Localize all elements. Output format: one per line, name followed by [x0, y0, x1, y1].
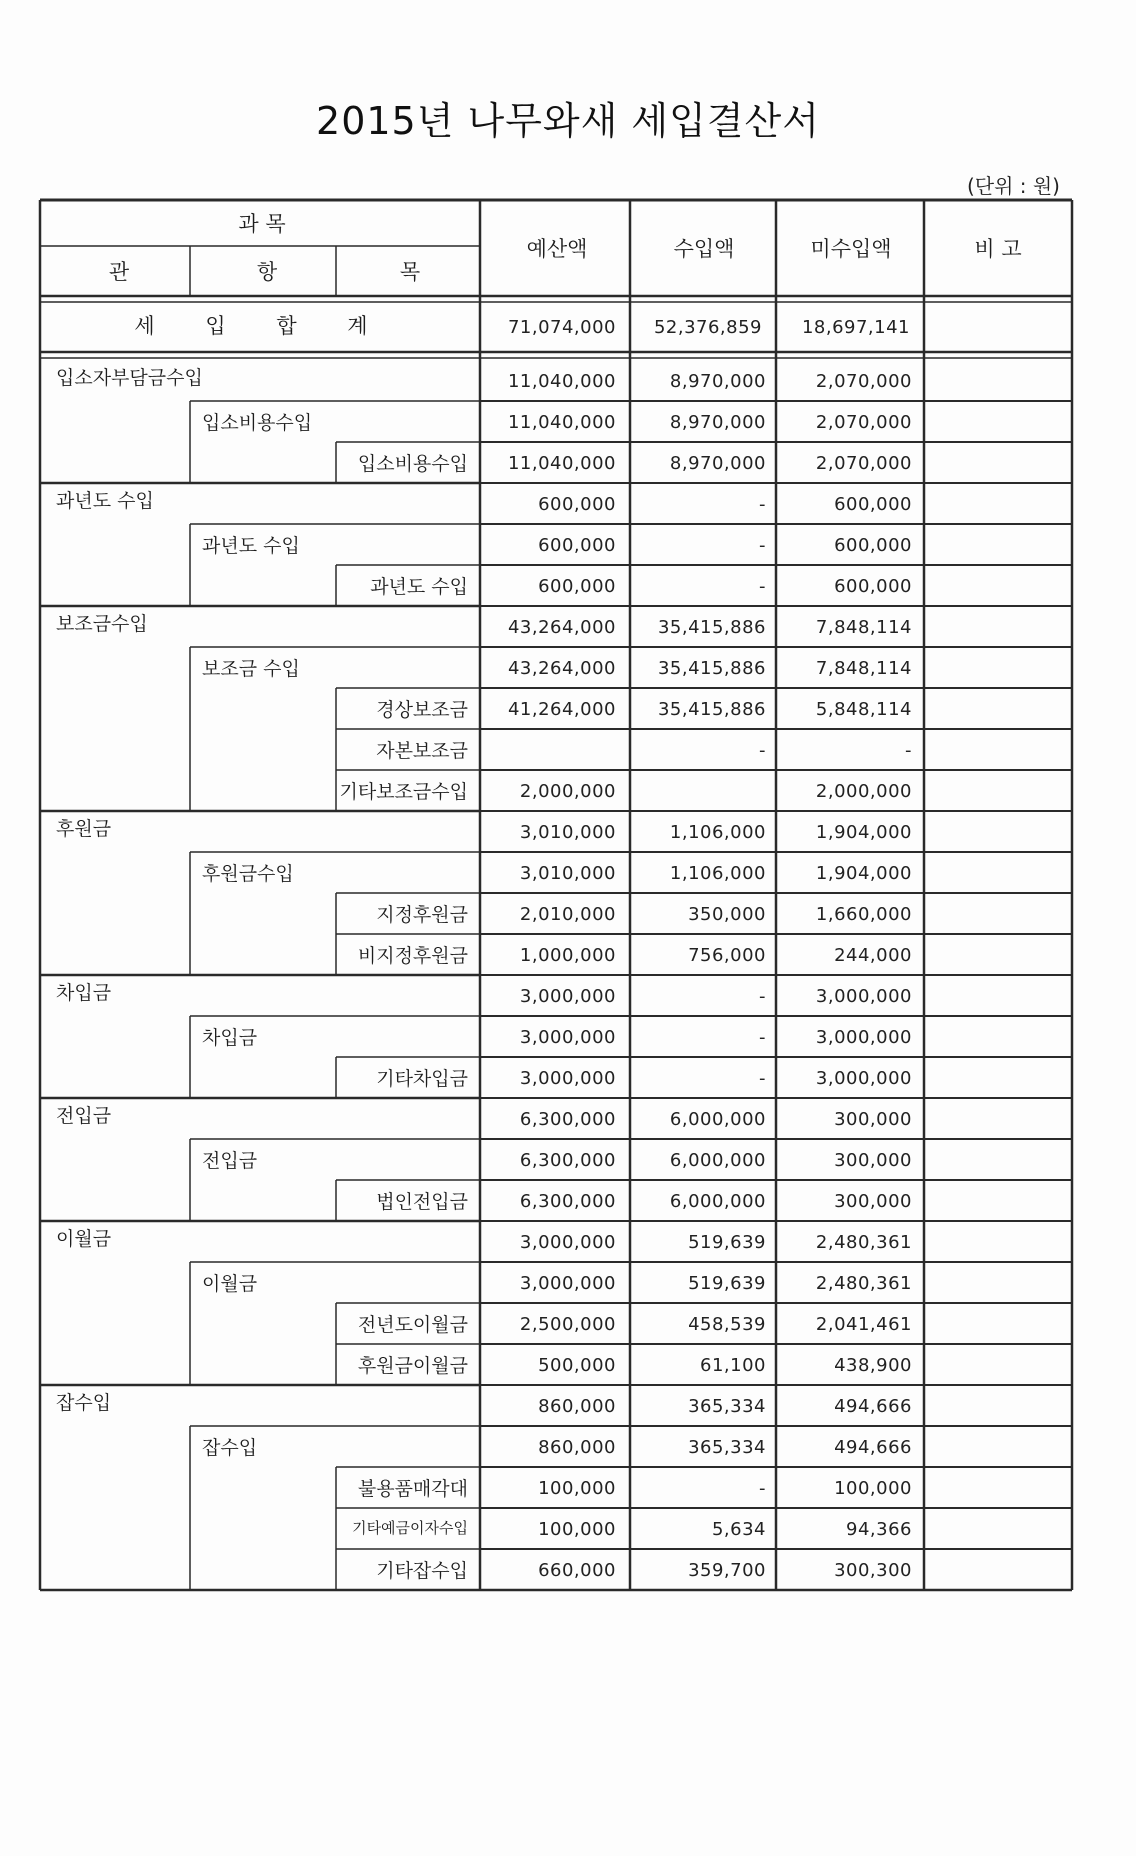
income-value: 61,100	[700, 1355, 766, 1376]
budget-value: 500,000	[538, 1355, 616, 1376]
budget-value: 1,000,000	[519, 945, 616, 966]
income-value: 350,000	[688, 904, 766, 925]
budget-value: 6,300,000	[519, 1109, 616, 1130]
uncollected-value: 3,000,000	[815, 986, 912, 1007]
gwan-label: 과년도 수입	[56, 490, 154, 512]
uncollected-value: 7,848,114	[815, 658, 912, 679]
uncollected-value: 1,660,000	[815, 904, 912, 925]
budget-value: 3,000,000	[519, 986, 616, 1007]
gwan-label: 이월금	[56, 1228, 112, 1250]
uncollected-value: 494,666	[834, 1396, 912, 1417]
income-value: -	[759, 1478, 766, 1499]
budget-value: 11,040,000	[507, 371, 616, 392]
gwan-label: 차입금	[56, 982, 112, 1004]
mok-label: 기타잡수입	[376, 1560, 468, 1582]
uncollected-value: 2,070,000	[815, 412, 912, 433]
total-budget: 71,074,000	[507, 317, 616, 338]
budget-value: 6,300,000	[519, 1191, 616, 1212]
budget-value: 6,300,000	[519, 1150, 616, 1171]
uncollected-value: 1,904,000	[815, 822, 912, 843]
gwan-label: 보조금수입	[56, 613, 148, 635]
budget-value: 11,040,000	[507, 453, 616, 474]
uncollected-value: 7,848,114	[815, 617, 912, 638]
budget-value: 100,000	[538, 1478, 616, 1499]
uncollected-value: 2,480,361	[815, 1273, 912, 1294]
income-value: 35,415,886	[657, 617, 766, 638]
budget-value: 3,000,000	[519, 1027, 616, 1048]
uncollected-value: 494,666	[834, 1437, 912, 1458]
mok-label: 자본보조금	[376, 740, 468, 762]
gwan-label: 입소자부담금수입	[56, 367, 203, 389]
uncollected-value: 600,000	[834, 576, 912, 597]
total-uncollected: 18,697,141	[801, 317, 910, 338]
mok-label: 기타예금이자수입	[352, 1519, 468, 1537]
hang-label: 이월금	[202, 1273, 258, 1295]
income-value: 756,000	[688, 945, 766, 966]
income-value: 365,334	[688, 1437, 766, 1458]
budget-value: 600,000	[538, 535, 616, 556]
income-value: 365,334	[688, 1396, 766, 1417]
mok-label: 불용품매각대	[357, 1478, 468, 1500]
mok-label: 후원금이월금	[357, 1355, 468, 1377]
hang-label: 후원금수입	[202, 863, 294, 885]
income-value: -	[759, 494, 766, 515]
income-value: 1,106,000	[669, 822, 766, 843]
uncollected-value: 5,848,114	[815, 699, 912, 720]
uncollected-value: 3,000,000	[815, 1027, 912, 1048]
budget-value: 3,010,000	[519, 822, 616, 843]
budget-value: 100,000	[538, 1519, 616, 1540]
header-hang: 항	[256, 260, 278, 284]
income-value: 519,639	[688, 1273, 766, 1294]
uncollected-value: 2,000,000	[815, 781, 912, 802]
income-value: -	[759, 1027, 766, 1048]
hang-label: 전입금	[202, 1150, 258, 1172]
income-value: -	[759, 1068, 766, 1089]
uncollected-value: 300,000	[834, 1150, 912, 1171]
mok-label: 지정후원금	[376, 904, 468, 926]
header-income: 수입액	[673, 237, 735, 261]
income-value: 519,639	[688, 1232, 766, 1253]
budget-value: 660,000	[538, 1560, 616, 1581]
budget-value: 860,000	[538, 1396, 616, 1417]
income-value: -	[759, 535, 766, 556]
income-value: 35,415,886	[657, 699, 766, 720]
hang-label: 과년도 수입	[202, 535, 300, 557]
mok-label: 기타보조금수입	[339, 781, 468, 803]
income-value: 458,539	[688, 1314, 766, 1335]
income-value: 5,634	[711, 1519, 766, 1540]
budget-value: 3,000,000	[519, 1232, 616, 1253]
mok-label: 기타차입금	[376, 1068, 468, 1090]
hang-label: 잡수입	[202, 1437, 258, 1459]
budget-value: 600,000	[538, 494, 616, 515]
income-value: 8,970,000	[669, 412, 766, 433]
uncollected-value: -	[905, 740, 912, 761]
header-subject: 과 목	[238, 212, 286, 236]
unit-label: (단위 : 원)	[966, 174, 1060, 198]
uncollected-value: 300,000	[834, 1109, 912, 1130]
budget-value: 41,264,000	[507, 699, 616, 720]
gwan-label: 전입금	[56, 1105, 112, 1127]
mok-label: 전년도이월금	[357, 1314, 468, 1336]
uncollected-value: 300,300	[834, 1560, 912, 1581]
header-budget: 예산액	[526, 237, 588, 261]
budget-value: 600,000	[538, 576, 616, 597]
income-value: 6,000,000	[669, 1191, 766, 1212]
income-value: 8,970,000	[669, 371, 766, 392]
budget-value: 2,010,000	[519, 904, 616, 925]
hang-label: 입소비용수입	[202, 412, 313, 434]
budget-value: 11,040,000	[507, 412, 616, 433]
budget-value: 43,264,000	[507, 658, 616, 679]
header-mok: 목	[399, 260, 421, 284]
document-title: 2015년 나무와새 세입결산서	[316, 99, 820, 143]
header-remarks: 비 고	[974, 237, 1022, 261]
header-uncollected: 미수입액	[810, 237, 892, 261]
income-value: 359,700	[688, 1560, 766, 1581]
hang-label: 차입금	[202, 1027, 258, 1049]
mok-label: 과년도 수입	[370, 576, 468, 598]
uncollected-value: 2,041,461	[815, 1314, 912, 1335]
income-value: 8,970,000	[669, 453, 766, 474]
income-value: -	[759, 986, 766, 1007]
uncollected-value: 94,366	[846, 1519, 912, 1540]
income-value: 6,000,000	[669, 1150, 766, 1171]
income-value: 1,106,000	[669, 863, 766, 884]
income-value: -	[759, 740, 766, 761]
mok-label: 비지정후원금	[357, 945, 468, 967]
budget-value: 2,500,000	[519, 1314, 616, 1335]
gwan-label: 잡수입	[56, 1392, 112, 1414]
header-gwan: 관	[108, 260, 130, 284]
uncollected-value: 438,900	[834, 1355, 912, 1376]
uncollected-value: 600,000	[834, 494, 912, 515]
uncollected-value: 300,000	[834, 1191, 912, 1212]
uncollected-value: 2,070,000	[815, 453, 912, 474]
income-value: 35,415,886	[657, 658, 766, 679]
budget-value: 3,000,000	[519, 1273, 616, 1294]
total-income: 52,376,859	[653, 317, 762, 338]
gwan-label: 후원금	[56, 818, 112, 840]
budget-value: 3,010,000	[519, 863, 616, 884]
uncollected-value: 100,000	[834, 1478, 912, 1499]
budget-value: 860,000	[538, 1437, 616, 1458]
uncollected-value: 1,904,000	[815, 863, 912, 884]
budget-value: 2,000,000	[519, 781, 616, 802]
hang-label: 보조금 수입	[202, 658, 300, 680]
mok-label: 경상보조금	[376, 699, 468, 721]
mok-label: 입소비용수입	[357, 453, 468, 475]
income-value: -	[759, 576, 766, 597]
uncollected-value: 2,480,361	[815, 1232, 912, 1253]
total-label: 세 입 합 계	[134, 314, 390, 338]
budget-value: 43,264,000	[507, 617, 616, 638]
mok-label: 법인전입금	[376, 1191, 468, 1213]
uncollected-value: 2,070,000	[815, 371, 912, 392]
income-value: 6,000,000	[669, 1109, 766, 1130]
uncollected-value: 244,000	[834, 945, 912, 966]
uncollected-value: 600,000	[834, 535, 912, 556]
uncollected-value: 3,000,000	[815, 1068, 912, 1089]
budget-value: 3,000,000	[519, 1068, 616, 1089]
